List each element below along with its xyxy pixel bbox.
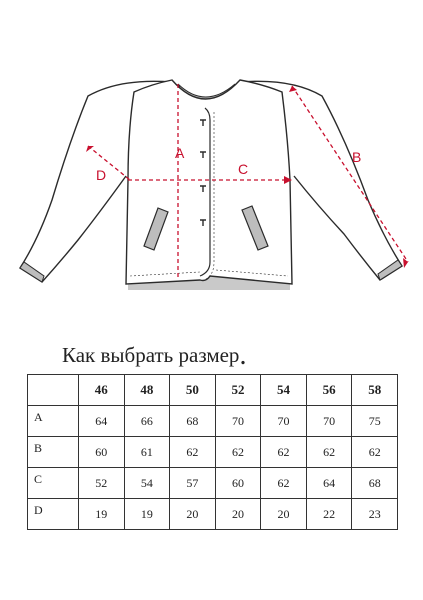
table-row — [28, 437, 398, 468]
page-title — [62, 340, 247, 371]
table-cell: 62 — [261, 437, 307, 468]
table-row — [28, 499, 398, 530]
row-label: C — [28, 468, 79, 499]
table-cell: 70 — [261, 406, 307, 437]
table-cell: 66 — [124, 406, 170, 437]
table-cell: 62 — [352, 437, 398, 468]
size-header: 46 — [79, 375, 125, 406]
table-cell: 75 — [352, 406, 398, 437]
table-cell: 62 — [306, 437, 352, 468]
title-text: Как выбрать размер — [62, 343, 240, 367]
table-cell: 62 — [261, 468, 307, 499]
size-header: 50 — [170, 375, 216, 406]
table-cell: 70 — [306, 406, 352, 437]
table-cell: 60 — [215, 468, 261, 499]
table-header-row — [28, 375, 398, 406]
table-cell: 61 — [124, 437, 170, 468]
row-label: A — [28, 406, 79, 437]
table-row — [28, 468, 398, 499]
table-cell: 20 — [261, 499, 307, 530]
table-cell: 62 — [170, 437, 216, 468]
table-cell: 23 — [352, 499, 398, 530]
table-cell: 64 — [306, 468, 352, 499]
table-cell: 20 — [215, 499, 261, 530]
table-cell: 20 — [170, 499, 216, 530]
table-cell: 54 — [124, 468, 170, 499]
table-cell: 64 — [79, 406, 125, 437]
table-cell: 19 — [124, 499, 170, 530]
jacket-body — [126, 80, 292, 284]
size-table — [27, 374, 398, 530]
label-d: D — [96, 167, 107, 183]
row-label: B — [28, 437, 79, 468]
label-a: A — [175, 145, 185, 161]
row-label: D — [28, 499, 79, 530]
table-corner-cell — [28, 375, 79, 406]
size-header: 52 — [215, 375, 261, 406]
size-header: 58 — [352, 375, 398, 406]
measure-b-arrow-bottom — [403, 258, 408, 268]
size-header: 56 — [306, 375, 352, 406]
size-header: 54 — [261, 375, 307, 406]
size-header: 48 — [124, 375, 170, 406]
table-cell: 62 — [215, 437, 261, 468]
label-b: B — [352, 149, 362, 165]
table-cell: 68 — [352, 468, 398, 499]
table-row — [28, 406, 398, 437]
label-c: C — [238, 161, 249, 177]
table-cell: 57 — [170, 468, 216, 499]
table-cell: 19 — [79, 499, 125, 530]
table-cell: 60 — [79, 437, 125, 468]
table-cell: 22 — [306, 499, 352, 530]
table-cell: 70 — [215, 406, 261, 437]
table-cell: 52 — [79, 468, 125, 499]
table-cell: 68 — [170, 406, 216, 437]
title-dot: . — [239, 340, 247, 371]
